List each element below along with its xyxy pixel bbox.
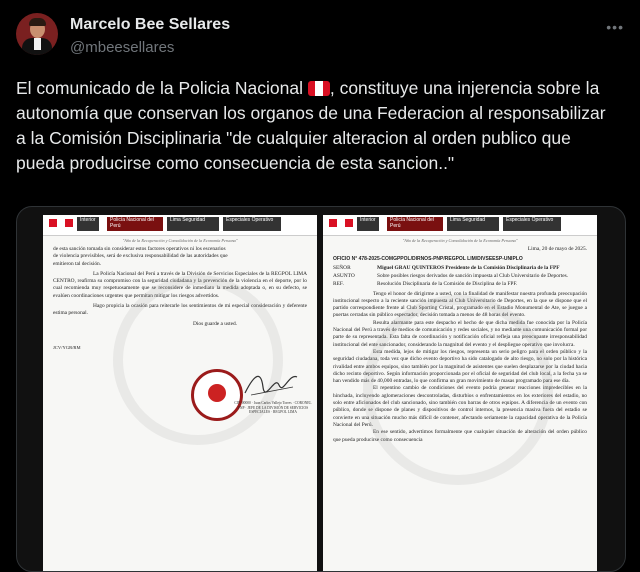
header-segment: Interior [77, 217, 99, 231]
field-label: SEÑOR [333, 264, 351, 271]
signature-caption: CIP: 00000 · Juan Carlos Vallejo Torres · CORONEL PNP · JEFE DE LA DIVISIÓN DE SERVICIOS ESPECIALES · REGPOL LIMA [234, 401, 312, 415]
watermark-seal [113, 275, 283, 445]
doc-paragraph: Esta medida, lejos de mitigar los riesgos, representa un serio peligro para el orden público y la seguridad ciudadana, toda vez que dicho evento deportivo ha sido catalogado de alto riesgo, no solo por la histórica rivalidad entre ambos equipos, sino también por la magnitud de asistentes que suelen desplazarse por la ciudad hacia dicho recinto deportivo. Según información proporcionada por el oficial de seguridad del club local, a la fecha ya se han vendido más de 40,000 entradas, lo que confirma un gran movimiento de masas programado para ese día. [333, 348, 587, 385]
doc-reference: JCV/YGR/RM [53, 344, 81, 350]
doc-paragraph: Resulta alarmante para este despacho el hecho de que dicha medida fue conocida por la Policía Nacional del Perú a través de medios de comunicación y redes sociales, y no mediante una comunicación formal por parte de su representada. Esta falta de coordinación y notificación oficial refleja una preocupante irresponsabilidad institucional del ente sancionador, considerando la magnitud del evento y el despliegue operativo que involucra. [333, 319, 587, 348]
header-segment: Especiales Operativo [223, 217, 281, 231]
tweet-text-part-2: , constituye una injerencia sobre la autonomía que conservan los organos de una Federacion al responsabilizar a la Comisión Disciplinaria "de cualquier alteracion al orden publico que pueda producirse como consecuencia de esta sancion.." [16, 78, 606, 173]
doc-line: de esta sanción tomada sin considerar estos factores operativos ni los escenarios [53, 246, 226, 252]
document-header [323, 215, 597, 236]
year-note: "Año de la Recuperación y Consolidación de la Economía Peruana" [122, 238, 238, 243]
field-value: Resolución Disciplinaria de la Comisión de Disciplina de la FPF. [377, 280, 518, 287]
header-segment: Lima Seguridad [447, 217, 499, 231]
doc-line: emitieron tal decisión. [53, 260, 102, 267]
doc-line: de violencia previsibles, será de exclusiva responsabilidad de las autoridades que [53, 253, 228, 260]
peru-flag-icon [308, 81, 330, 96]
doc-paragraph: La Policía Nacional del Perú a través de la División de Servicios Especiales de la REGPOL LIMA CENTRO, reafirma su compromiso con la seguridad ciudadana y la prevención de la violencia en el deporte, por lo cual recomienda muy respetuosamente que se reconsidere de inmediato la medida adoptada o, en su defecto, se evalúen coordinaciones urgentes que permitan mitigar los riesgos advertidos. [53, 270, 307, 299]
field-value: Sobre posibles riesgos derivados de sanción impuesta al Club Universitario de Deportes. [377, 272, 569, 279]
more-options-icon[interactable]: ••• [606, 19, 624, 35]
header-segment: Policía Nacional del Perú [387, 217, 443, 231]
header-segment: Lima Seguridad [167, 217, 219, 231]
doc-oficio-number: OFICIO N° 478-2025-COMGPPOL/DIRNOS-PNP/REGPOL LIM/DIVSEESP-UNIPLO [333, 256, 523, 263]
field-value: Miguel GRAU QUINTEROS Presidente de la Comisión Disciplinaria de la FPF [377, 264, 560, 271]
header-segment: Interior [357, 217, 379, 231]
signature [241, 367, 301, 401]
watermark-seal [363, 295, 553, 485]
header-segment: Policía Nacional del Perú [107, 217, 163, 231]
doc-date: Lima, 20 de mayo de 2025. [527, 246, 587, 252]
doc-paragraph: En ese sentido, advertimos formalmente que cualquier situación de alteración del orden público que pueda producirse como consecuencia [333, 429, 587, 443]
avatar[interactable] [16, 13, 58, 55]
peru-flag-icon [329, 219, 353, 227]
year-note: "Año de la Recuperación y Consolidación de la Economía Peruana" [402, 238, 518, 243]
tweet-text-part-1: El comunicado de la Policia Nacional [16, 78, 303, 98]
field-label: REF. [333, 280, 344, 287]
peru-flag-icon [49, 219, 73, 227]
author-handle[interactable]: @mbeesellares [70, 39, 175, 56]
doc-paragraph: Hago propicia la ocasión para reiterarle los sentimientos de mi especial consideración y deferente estima personal. [53, 303, 307, 317]
author-name[interactable]: Marcelo Bee Sellares [70, 16, 231, 33]
tweet-text [16, 76, 620, 176]
field-ref [333, 281, 587, 288]
doc-paragraph: Tengo el honor de dirigirme a usted, con la finalidad de manifestar nuestra profunda preocupación institucional respecto a la reciente sanción impuesta al Club Universitario de Deportes, en la que se dispone que el partido correspondiente frente al Club Sporting Cristal, programado en el Estadio Monumental de Ate, se juegue a puertas cerradas sin público espectador, decisión tomada a menos de 48 horas del evento. [333, 290, 587, 319]
document-header [43, 215, 317, 236]
header-segment: Especiales Operativo [503, 217, 561, 231]
document-page-2[interactable] [323, 215, 597, 571]
document-page-1[interactable] [43, 215, 317, 571]
field-asunto [333, 273, 587, 280]
field-senor [333, 265, 587, 272]
doc-closing: Dios guarde a usted. [193, 320, 238, 327]
doc-paragraph: El repentino cambio de condiciones del evento podría generar reacciones impredecibles en la hinchada, incluyendo aglomeraciones descontroladas, disturbios o enfrentamientos en los exteriores del estadio, no solo entre aficionados del club sancionado, sino también con barras de otros equipos. A diferencia de un evento con público, donde se dispone de planes y dispositivos de control internos, la presencia masiva fuera del estadio se convierte en una situación mucho más difícil de contener, afectando seriamente la capacidad operativa de la Policía Nacional del Perú. [333, 385, 587, 428]
attached-images[interactable] [16, 206, 626, 572]
field-label: ASUNTO [333, 272, 355, 279]
